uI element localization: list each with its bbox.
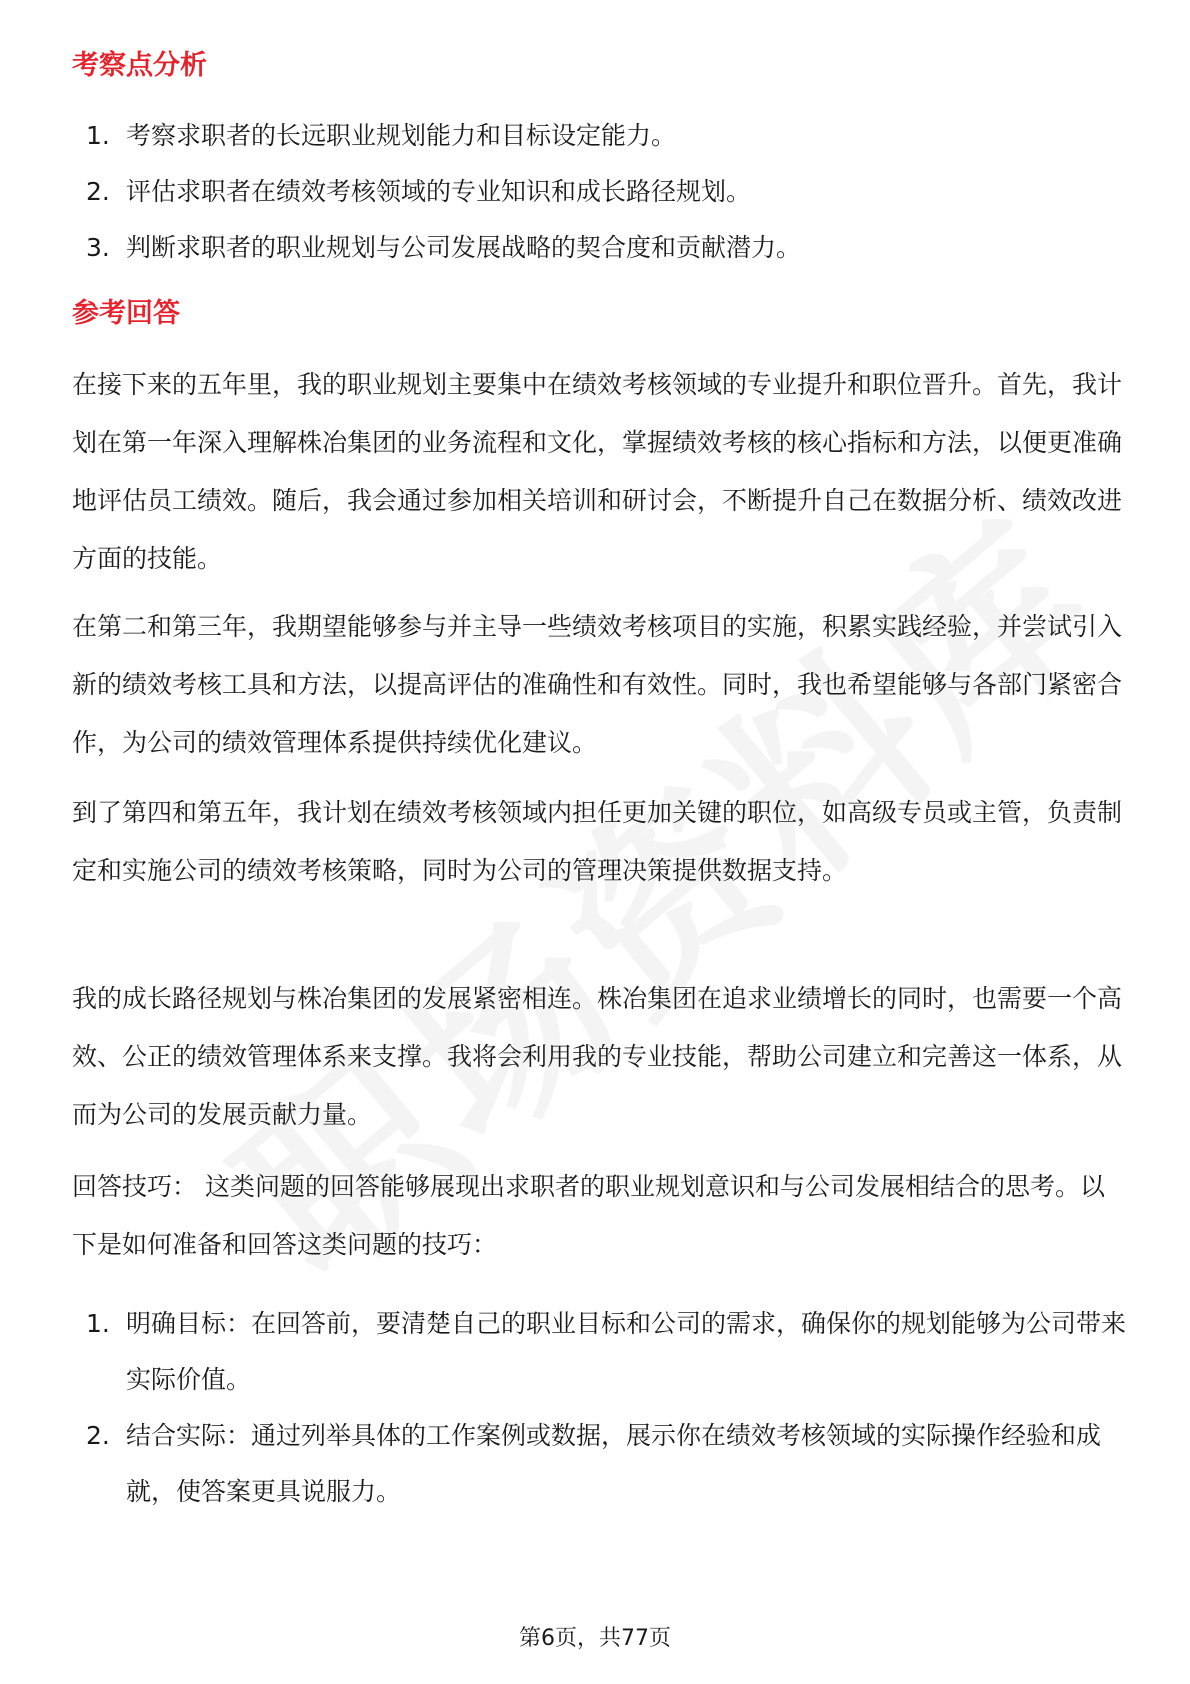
list-item: [72, 164, 1122, 220]
tips-list: [72, 1296, 1128, 1520]
list-item-text: 评估求职者在绩效考核领域的专业知识和成长路径规划。: [126, 177, 752, 206]
list-number: 2.: [86, 177, 110, 206]
section-title-analysis: 考察点分析: [72, 50, 207, 81]
answer-paragraph-2: 在第二和第三年，我期望能够参与并主导一些绩效考核项目的实施，积累实践经验，并尝试引入新的绩效考核工具和方法，以提高评估的准确性和有效性。同时，我也希望能够与各部门紧密合作，为公司的绩效管理体系提供持续优化建议。: [72, 612, 1123, 757]
list-item-text: 结合实际：通过列举具体的工作案例或数据，展示你在绩效考核领域的实际操作经验和成就，使答案更具说服力。: [126, 1421, 1102, 1506]
list-item-text: 明确目标：在回答前，要清楚自己的职业目标和公司的需求，确保你的规划能够为公司带来实际价值。: [126, 1309, 1127, 1394]
list-number: 1.: [86, 1309, 110, 1338]
list-number: 1.: [86, 121, 110, 150]
page-number: 第6页，共77页: [519, 1626, 671, 1651]
list-item: [72, 220, 1122, 276]
list-item-text: 判断求职者的职业规划与公司发展战略的契合度和贡献潜力。: [126, 233, 802, 262]
list-number: 3.: [86, 233, 110, 262]
list-item: [72, 1296, 1128, 1408]
answer-paragraph-4: 我的成长路径规划与株冶集团的发展紧密相连。株冶集团在追求业绩增长的同时，也需要一个高效、公正的绩效管理体系来支撑。我将会利用我的专业技能，帮助公司建立和完善这一体系，从而为公司的发展贡献力量。: [72, 984, 1123, 1129]
list-number: 2.: [86, 1421, 110, 1450]
list-item-text: 考察求职者的长远职业规划能力和目标设定能力。: [126, 121, 677, 150]
section-title-answer: 参考回答: [72, 298, 180, 329]
answer-paragraph-1: 在接下来的五年里，我的职业规划主要集中在绩效考核领域的专业提升和职位晋升。首先，我计划在第一年深入理解株冶集团的业务流程和文化，掌握绩效考核的核心指标和方法，以便更准确地评估员工绩效。随后，我会通过参加相关培训和研讨会，不断提升自己在数据分析、绩效改进方面的技能。: [72, 370, 1123, 573]
answer-paragraph-3: 到了第四和第五年，我计划在绩效考核领域内担任更加关键的职位，如高级专员或主管，负责制定和实施公司的绩效考核策略，同时为公司的管理决策提供数据支持。: [72, 798, 1123, 885]
analysis-list: [72, 108, 1122, 276]
answer-tips-intro: 回答技巧： 这类问题的回答能够展现出求职者的职业规划意识和与公司发展相结合的思考。以下是如何准备和回答这类问题的技巧：: [72, 1172, 1105, 1259]
list-item: [72, 1408, 1128, 1520]
list-item: [72, 108, 1122, 164]
